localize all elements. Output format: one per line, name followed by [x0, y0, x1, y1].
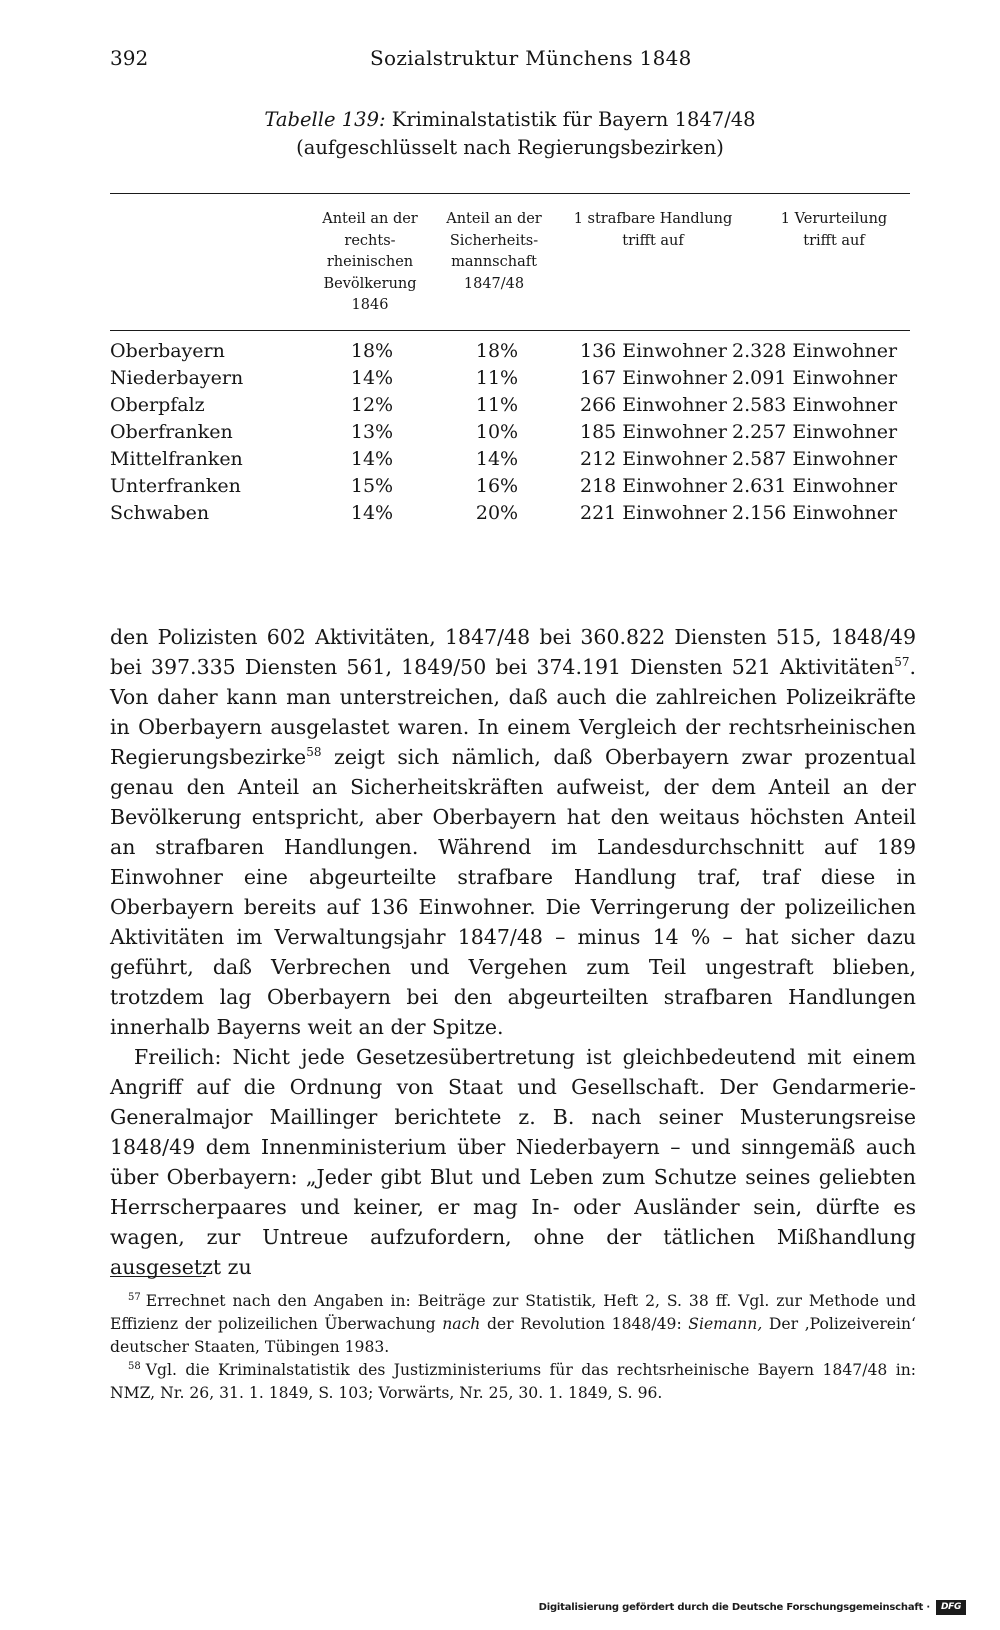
body-text-segment: . Von daher kann man unterstreichen, daß auch die zahlreichen Polizeikräfte in Oberbayern ausgelastet waren. In einem Vergleich der rechtsrheinischen Regierungsbezirke — [110, 655, 916, 769]
column-header-line: rheinischen — [326, 254, 414, 270]
cell-per-offense: 221 Einwohner — [580, 502, 727, 524]
table-row — [110, 364, 930, 392]
body-text — [110, 622, 916, 1282]
column-header-line: trifft auf — [622, 232, 684, 249]
footnote-ref: 58 — [306, 745, 322, 759]
column-header-line: Bevölkerung — [323, 275, 417, 292]
cell-population-share: 14% — [350, 367, 394, 389]
table-row — [110, 337, 930, 365]
cell-per-offense: 218 Einwohner — [580, 475, 727, 497]
body-text-segment: den Polizisten 602 Aktivitäten, 1847/48 bei 360.822 Diensten 515, 1848/49 bei 397.335 Diensten 561, 1849/50 bei 374.191 Diensten 521 Aktivitäten — [110, 625, 916, 679]
footnote-57 — [110, 1290, 916, 1359]
cell-security-share: 18% — [475, 340, 519, 362]
cell-per-offense: 212 Einwohner — [580, 448, 727, 470]
column-header-line: trifft auf — [803, 232, 865, 249]
table-header-rule — [110, 330, 910, 331]
footnote-text-segment: der Revolution 1848/49: — [480, 1315, 689, 1333]
column-header-line: Sicherheits- — [449, 232, 539, 249]
cell-region: Niederbayern — [110, 367, 244, 389]
footnote-text-italic: nach — [442, 1315, 481, 1333]
cell-security-share: 11% — [475, 367, 519, 389]
footnote-rule — [110, 1276, 206, 1277]
cell-per-conviction: 2.587 Einwohner — [732, 448, 898, 470]
cell-per-offense: 167 Einwohner — [580, 367, 727, 389]
column-header-line: 1846 — [351, 297, 389, 313]
cell-security-share: 16% — [475, 475, 519, 497]
cell-population-share: 14% — [350, 502, 394, 524]
cell-population-share: 18% — [350, 340, 394, 362]
cell-region: Oberfranken — [110, 421, 233, 443]
cell-region: Oberpfalz — [110, 394, 205, 416]
footnote-58 — [110, 1359, 916, 1405]
cell-per-conviction: 2.328 Einwohner — [732, 340, 898, 362]
footnote-text-segment: Errechnet nach den Angaben in: Beiträge zur Statistik, Heft 2, S. 38 ff. Vgl. zur Methode und Effizienz der polizeilichen Überwachung — [110, 1292, 916, 1333]
cell-per-conviction: 2.583 Einwohner — [732, 394, 898, 416]
table-caption — [110, 106, 910, 162]
column-header-population-share — [308, 209, 432, 317]
column-header-per-conviction — [746, 209, 922, 252]
table-row — [110, 391, 930, 419]
cell-per-offense: 136 Einwohner — [580, 340, 727, 362]
cell-population-share: 14% — [350, 448, 394, 470]
digitization-credit: Digitalisierung gefördert durch die Deutsche Forschungsgemeinschaft · — [538, 1602, 930, 1613]
table-caption-title-line — [110, 106, 910, 134]
running-title: Sozialstruktur Münchens 1848 — [370, 46, 692, 70]
footnote-author: Siemann, — [688, 1315, 763, 1333]
column-header-line: Anteil an der — [322, 211, 418, 227]
table-row — [110, 499, 930, 527]
column-header-line: rechts- — [344, 232, 396, 249]
table-top-rule — [110, 193, 910, 194]
footnote-ref: 57 — [894, 655, 910, 669]
cell-per-conviction: 2.257 Einwohner — [732, 421, 898, 443]
body-text-segment: zeigt sich nämlich, daß Oberbayern zwar prozentual genau den Anteil an Sicherheitskräften aufweist, der dem Anteil an der Bevölkerung entspricht, aber Oberbayern hat den weitaus höchsten Anteil an strafbaren Handlungen. Während im Landesdurchschnitt auf 189 Einwohner eine abgeurteilte strafbare Handlung traf, traf diese in Oberbayern bereits auf 136 Einwohner. Die Verringerung der polizeilichen Aktivitäten im Verwaltungsjahr 1847/48 – minus 14 % – hat sicher dazu geführt, daß Verbrechen und Vergehen zum Teil ungestraft blieben, trotzdem lag Oberbayern bei den abgeurteilten strafbaren Handlungen innerhalb Bayerns weit an der Spitze. — [110, 745, 916, 1039]
table-caption-subtitle: (aufgeschlüsselt nach Regierungsbezirken) — [296, 136, 724, 159]
page-number: 392 — [110, 46, 149, 70]
cell-population-share: 13% — [350, 421, 394, 443]
footnote-number: 58 — [128, 1361, 141, 1372]
footnotes — [110, 1290, 916, 1405]
table-caption-label: Tabelle 139: — [264, 108, 386, 131]
footnote-text-segment: Der ‚Polizeiverein‘ deutscher Staaten, Tübingen 1983. — [110, 1315, 916, 1356]
column-header-per-offense — [562, 209, 744, 252]
table-row — [110, 445, 930, 473]
footnote-number: 57 — [128, 1292, 141, 1303]
column-header-line: Anteil an der — [446, 211, 542, 227]
column-header-line: 1 strafbare Handlung — [573, 211, 733, 227]
table-row — [110, 418, 930, 446]
table-row — [110, 472, 930, 500]
cell-per-conviction: 2.091 Einwohner — [732, 367, 898, 389]
cell-security-share: 10% — [475, 421, 519, 443]
column-header-line: mannschaft — [451, 254, 537, 270]
column-header-security-share — [432, 209, 556, 295]
cell-region: Schwaben — [110, 502, 210, 524]
cell-per-conviction: 2.631 Einwohner — [732, 475, 898, 497]
cell-region: Oberbayern — [110, 340, 225, 362]
cell-security-share: 11% — [475, 394, 519, 416]
column-header-line: 1 Verurteilung — [780, 211, 888, 227]
table-caption-title: Kriminalstatistik für Bayern 1847/48 — [391, 108, 756, 131]
body-paragraph: Freilich: Nicht jede Gesetzesübertretung ist gleichbedeutend mit einem Angriff auf die Ordnung von Staat und Gesellschaft. Der Gendarmerie-Generalmajor Maillinger berichtete z. B. nach seiner Musterungsreise 1848/49 dem Innenministerium über Niederbayern – und sinngemäß auch über Oberbayern: „Jeder gibt Blut und Leben zum Schutze seines geliebten Herrscherpaares und keiner, er mag In- oder Ausländer sein, dürfte es wagen, zur Untreue aufzufordern, ohne der tätlichen Mißhandlung ausgesetzt zu — [110, 1045, 916, 1279]
cell-population-share: 12% — [350, 394, 394, 416]
dfg-logo-icon: DFG — [936, 1600, 966, 1615]
cell-population-share: 15% — [350, 475, 394, 497]
column-header-line: 1847/48 — [463, 275, 525, 292]
cell-per-offense: 266 Einwohner — [580, 394, 727, 416]
cell-security-share: 14% — [475, 448, 519, 470]
footnote-text-segment: Vgl. die Kriminalstatistik des Justizministeriums für das rechtsrheinische Bayern 1847/48 in: NMZ, Nr. 26, 31. 1. 1849, S. 103; Vorwärts, Nr. 25, 30. 1. 1849, S. 96. — [110, 1361, 916, 1402]
cell-region: Unterfranken — [110, 475, 241, 497]
cell-per-conviction: 2.156 Einwohner — [732, 502, 898, 524]
cell-region: Mittelfranken — [110, 448, 243, 470]
cell-security-share: 20% — [475, 502, 519, 524]
body-paragraph — [110, 622, 916, 1042]
cell-per-offense: 185 Einwohner — [580, 421, 727, 443]
